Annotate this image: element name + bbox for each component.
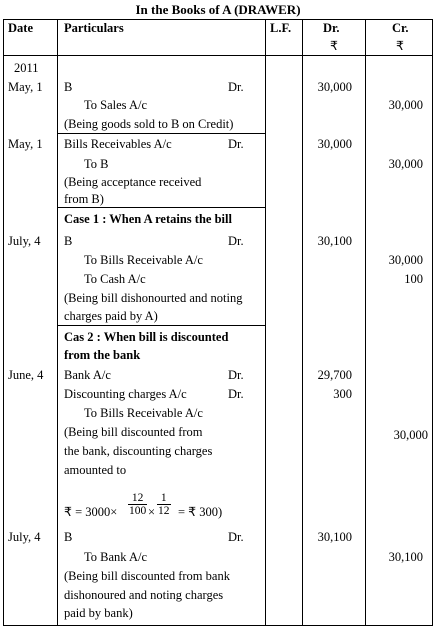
table-right-border (432, 19, 433, 626)
year-label: 2011 (14, 61, 39, 75)
header-lf: L.F. (270, 21, 292, 35)
entry5-cr-amount: 30,100 (388, 550, 423, 564)
entry1-dr-tag: Dr. (228, 80, 244, 94)
header-particulars: Particulars (64, 21, 124, 35)
fraction-1-numerator: 12 (128, 492, 147, 505)
entry2-narration-line1: (Being acceptance received (64, 175, 202, 189)
entry2-dr-tag: Dr. (228, 137, 244, 151)
entry5-credit-account: To Bank A/c (84, 550, 148, 564)
entry3-credit-account-2: To Cash A/c (84, 272, 146, 286)
entry3-case-heading: Case 1 : When A retains the bill (64, 212, 232, 226)
column-divider-date (57, 19, 58, 626)
entry5-dr-amount: 30,100 (317, 530, 352, 544)
header-date: Date (8, 21, 33, 35)
entry4-narration-line2: the bank, discounting charges (64, 444, 213, 458)
entry4-case-heading-line1: Cas 2 : When bill is discounted (64, 330, 229, 344)
entry4-narration-line1: (Being bill discounted from (64, 425, 203, 439)
entry3-debit-account: B (64, 234, 73, 248)
entry4-cr-amount: 30,000 (393, 428, 428, 442)
column-divider-dr (365, 19, 366, 626)
entry3-narration-line1: (Being bill dishonourted and noting (64, 291, 243, 305)
entry2-narration-line2: from B) (64, 192, 104, 206)
entry4-date: June, 4 (8, 368, 44, 382)
entry2-debit-account: Bills Receivables A/c (64, 137, 172, 151)
entry3-credit-account-1: To Bills Receivable A/c (84, 253, 203, 267)
entry4-dr-tag-1: Dr. (228, 368, 244, 382)
formula-suffix: = ₹ 300) (178, 505, 223, 519)
header-cr-unit: ₹ (396, 39, 404, 53)
entry3-cr-amount-2: 100 (404, 272, 423, 286)
entry4-debit-account-2: Discounting charges A/c (64, 387, 187, 401)
formula-fraction-1 (128, 492, 147, 517)
entry4-narration-line3: amounted to (64, 463, 127, 477)
entry1-date: May, 1 (8, 80, 43, 94)
entry4-credit-account: To Bills Receivable A/c (84, 406, 203, 420)
entry2-dr-amount: 30,000 (317, 137, 352, 151)
entry-separator-2 (57, 207, 265, 208)
formula-prefix: ₹ = 3000× (64, 505, 118, 519)
header-dr: Dr. (323, 21, 340, 35)
entry1-dr-amount: 30,000 (317, 80, 352, 94)
entry3-dr-tag: Dr. (228, 234, 244, 248)
fraction-1-denominator: 100 (129, 505, 147, 517)
column-divider-particulars (265, 19, 266, 626)
entry1-cr-amount: 30,000 (388, 98, 423, 112)
entry4-dr-amount-2: 300 (333, 387, 352, 401)
table-left-border (3, 19, 4, 626)
entry5-narration-line2: dishonoured and noting charges (64, 588, 224, 602)
entry2-credit-account: To B (84, 157, 109, 171)
entry1-debit-account: B (64, 80, 73, 94)
entry5-narration-line3: paid by bank) (64, 606, 133, 620)
entry-separator-1 (57, 133, 265, 134)
header-cr: Cr. (392, 21, 409, 35)
entry4-dr-amount-1: 29,700 (317, 368, 352, 382)
table-bottom-border (3, 625, 433, 626)
entry4-case-heading-line2: from the bank (64, 348, 141, 362)
formula-times: × (148, 505, 156, 519)
column-divider-lf (302, 19, 303, 626)
fraction-2-numerator: 1 (157, 492, 171, 505)
fraction-2-denominator: 12 (158, 505, 170, 517)
entry4-debit-account-1: Bank A/c (64, 368, 111, 382)
entry3-narration-line2: charges paid by A) (64, 309, 158, 323)
entry4-dr-tag-2: Dr. (228, 387, 244, 401)
entry2-cr-amount: 30,000 (388, 157, 423, 171)
table-top-border (3, 19, 433, 20)
header-bottom-border (3, 55, 433, 56)
entry1-credit-account: To Sales A/c (84, 98, 148, 112)
entry2-date: May, 1 (8, 137, 43, 151)
entry-separator-3 (57, 325, 265, 326)
entry1-narration: (Being goods sold to B on Credit) (64, 117, 234, 131)
formula-fraction-2 (157, 492, 171, 517)
entry5-dr-tag: Dr. (228, 530, 244, 544)
entry3-cr-amount-1: 30,000 (388, 253, 423, 267)
page-title: In the Books of A (DRAWER) (135, 2, 301, 17)
entry5-narration-line1: (Being bill discounted from bank (64, 569, 230, 583)
entry3-dr-amount: 30,100 (317, 234, 352, 248)
entry3-date: July, 4 (8, 234, 41, 248)
entry5-date: July, 4 (8, 530, 41, 544)
header-dr-unit: ₹ (330, 39, 338, 53)
entry5-debit-account: B (64, 530, 73, 544)
